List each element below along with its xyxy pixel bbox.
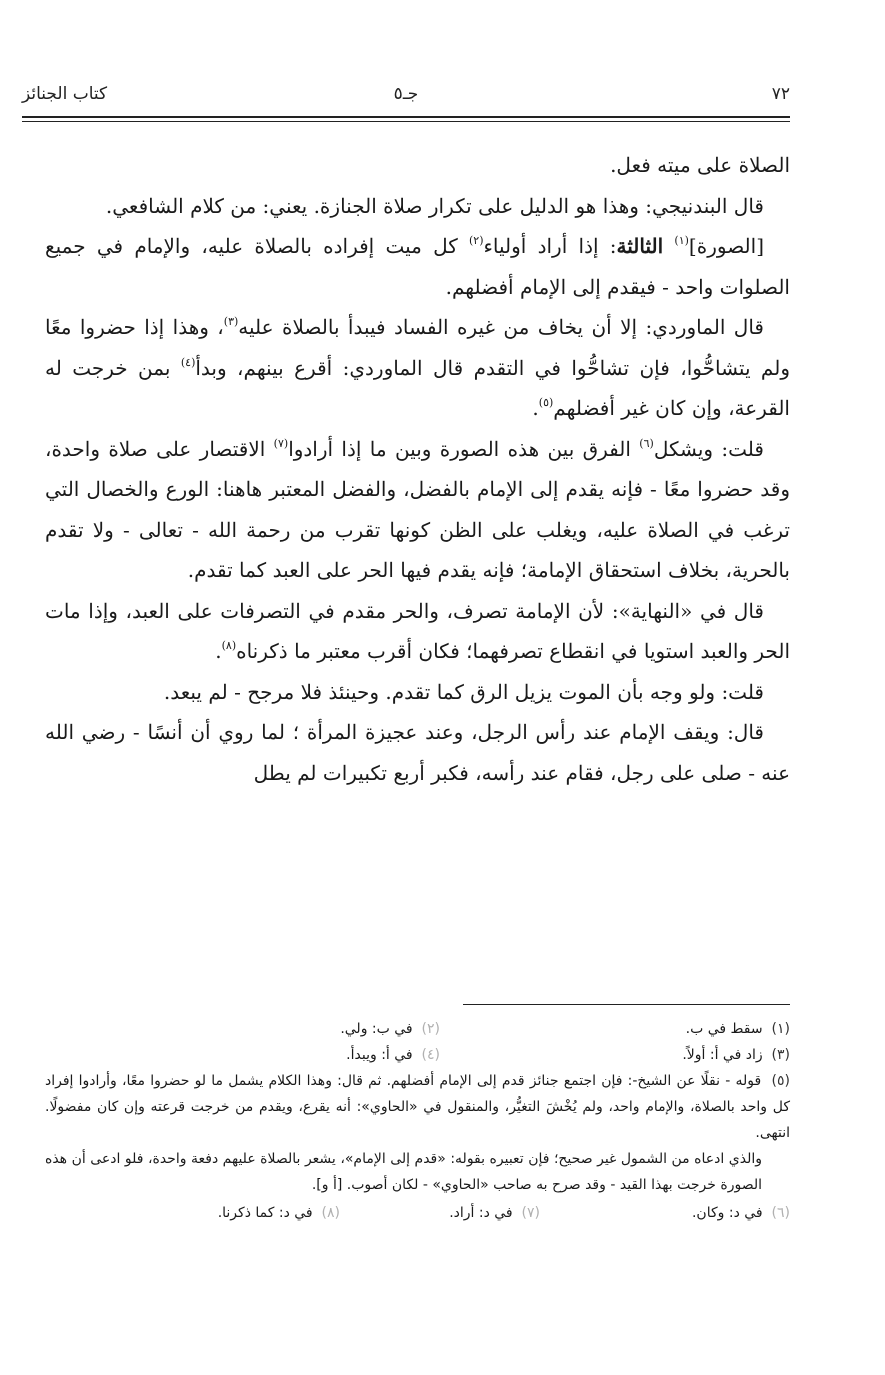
footnotes [45, 1016, 790, 1226]
footnote-2: (٢) في ب: ولي. [340, 1021, 440, 1037]
footnote-marker: (٤) [180, 355, 196, 369]
header-rule-thin [22, 121, 790, 122]
footnote-3: (٣) زاد في أ: أولاً. [682, 1047, 790, 1063]
running-header [22, 78, 790, 110]
footnote-marker: (٥) [538, 396, 554, 409]
footnote-row [45, 1042, 790, 1068]
footnote-row [45, 1016, 790, 1042]
footnote-1: (١) سقط في ب. [685, 1021, 790, 1037]
footnote-marker: (٣) [223, 315, 239, 328]
footnote-row [45, 1200, 790, 1226]
footnote-8: (٨) في د: كما ذكرنا. [217, 1205, 340, 1221]
footnote-7: (٧) في د: أراد. [449, 1205, 540, 1221]
paragraph: قال في «النهاية»: لأن الإمامة تصرف، والحر مقدم في التصرفات على العبد، وإذا مات الحر والعبد استويا في انقطاع تصرفهما؛ فكان أقرب معتبر ما ذكرناه$^{(٨)}$. [45, 598, 790, 663]
paragraph: قلت: ويشكل$^{(٦)}$ الفرق بين هذه الصورة وبين ما إذا أرادوا$^{(٧)}$ الاقتصار على صلاة واحدة، وقد حضروا معًا - فإنه يقدم إلى الإمام بالفضل، والفضل المعتبر هاهنا: الورع والخصال التي ترغب في الصلاة عليه، ويغلب على الظن كونها تقرب من رحمة الله - تعالى - ولا تقدم بالحرية، بخلاف استحقاق الإمامة؛ فإنه يقدم فيها الحر على العبد كما تقدم. [45, 436, 790, 582]
footnote-separator [463, 1004, 790, 1005]
footnote-marker: (١) [674, 234, 689, 247]
paragraph: قال: ويقف الإمام عند رأس الرجل، وعند عجيزة المرأة ؛ لما روي أن أنسًا - رضي الله عنه - صلى على رجل، فقام عند رأسه، فكبر أربع تكبيرات لم يطل [45, 720, 790, 785]
footnote-marker: (٢) [469, 234, 484, 247]
main-text [45, 145, 790, 793]
paragraph: الصلاة على ميته فعل. [610, 153, 790, 177]
page-number: ٧٢ [771, 84, 790, 104]
paragraph: قال البندنيجي: وهذا هو الدليل على تكرار صلاة الجنازة. يعني: من كلام الشافعي. [105, 193, 764, 218]
paragraph: [الصورة]$^{(١)}$ الثالثة: إذا أراد أولياء$^{(٢)}$ كل ميت إفراده بالصلاة عليه، والإمام في جميع الصلوات واحد - فيقدم إلى الإمام أفضلهم. [45, 234, 790, 299]
header-rule-thick [22, 116, 790, 118]
footnote-marker: (٧) [273, 436, 289, 450]
footnote-4: (٤) في أ: ويبدأ. [346, 1047, 440, 1063]
paragraph: قلت: ولو وجه بأن الموت يزيل الرق كما تقدم. وحينئذ فلا مرجح - لم يبعد. [163, 679, 764, 704]
footnote-5: (٥) قوله - نقلًا عن الشيخ-: فإن اجتمع جنائز قدم إلى الإمام أفضلهم. ثم قال: وهذا الكلام يشمل ما لو حضروا معًا، وأرادوا إفراد كل واحد بالصلاة، والإمام واحد، ولم يُخْشَ التغيُّر، والمنقول في «الحاوي»: أنه يقرع، ويقدم من خرجت قرعته وإن كان مفضولًا. انتهى. والذي ادعاه من الشمول غير صحيح؛ فإن تعبيره بقوله: «قدم إلى الإمام»، يشعر بالصلاة عليهم دفعة واحدة، فلو ادعى أن هذه الصورة خرجت بهذا القيد - وقد صرح به صاحب «الحاوي» - لكان أصوب. [أ و]. [45, 1073, 790, 1193]
case-heading: الثالثة [616, 234, 664, 258]
book-title: كتاب الجنائز [22, 84, 108, 104]
footnote-marker: (٨) [221, 639, 237, 652]
footnote-marker: (٦) [639, 436, 654, 450]
volume-label: جـ٥ [393, 84, 419, 104]
paragraph: قال الماوردي: إلا أن يخاف من غيره الفساد فيبدأ بالصلاة عليه$^{(٣)}$، وهذا إذا حضروا معًا ولم يتشاحُّوا، فإن تشاحُّوا في التقدم قال الماوردي: أقرع بينهم، وبدأ$^{(٤)}$ بمن خرجت له القرعة، وإن كان غير أفضلهم$^{(٥)}$. [45, 315, 790, 420]
footnote-6: (٦) في د: وكان. [691, 1205, 790, 1221]
